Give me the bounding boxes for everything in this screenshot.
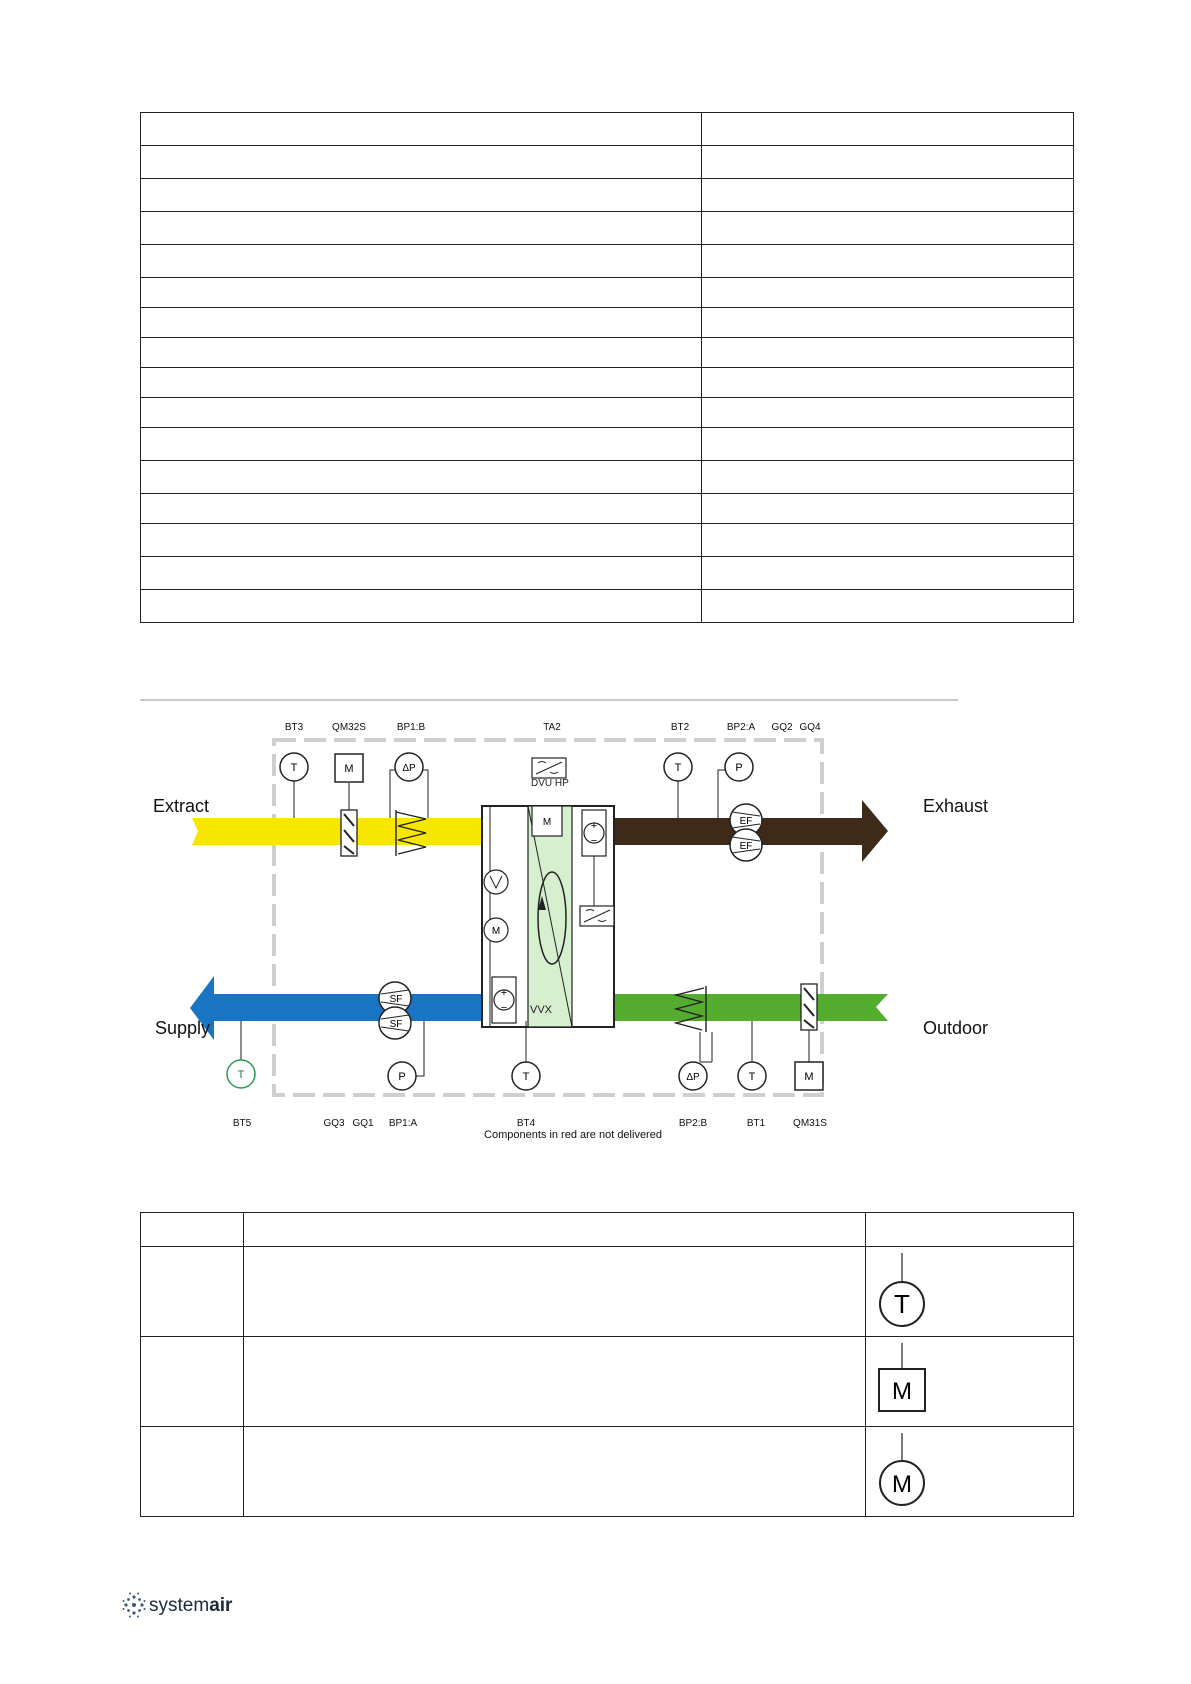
table-cell <box>141 113 702 146</box>
table-row <box>141 461 1074 494</box>
outdoor-label: Outdoor <box>923 1018 989 1038</box>
component-code-bt4: BT4 <box>516 1118 536 1129</box>
rotation-sensor-icon <box>484 870 508 894</box>
table-row <box>141 212 1074 245</box>
table-cell <box>141 338 702 368</box>
drive-motor-label: M <box>491 926 501 937</box>
qm31s-symbol: M <box>804 1071 814 1083</box>
table-cell <box>141 1427 244 1517</box>
component-code-gq4: GQ4 <box>799 722 821 733</box>
table-cell <box>702 338 1074 368</box>
table-cell <box>244 1213 866 1247</box>
ventilation-unit-diagram <box>140 696 989 1148</box>
table-row <box>141 1337 1074 1427</box>
table-cell <box>244 1427 866 1517</box>
bt2-symbol: T <box>674 762 682 774</box>
component-code-bt2: BT2 <box>670 722 690 733</box>
table-cell <box>141 368 702 398</box>
table-cell <box>141 278 702 308</box>
bt4-symbol: T <box>522 1071 530 1083</box>
supply-fan-1-label: SF <box>389 994 403 1005</box>
table-cell <box>702 179 1074 212</box>
svg-text:systemair <box>149 1595 233 1616</box>
bp2a-symbol: P <box>735 762 743 774</box>
bt1-symbol: T <box>748 1071 756 1083</box>
table-row <box>141 428 1074 461</box>
table-cell <box>141 398 702 428</box>
table-cell <box>866 1427 1074 1517</box>
table-cell <box>702 428 1074 461</box>
exhaust-fan-1-label: EF <box>739 816 753 827</box>
table-cell <box>141 461 702 494</box>
table-cell <box>702 524 1074 557</box>
pressure-lead <box>718 770 725 820</box>
specification-table <box>140 112 1074 623</box>
logo-dot-mark-icon <box>123 1593 146 1618</box>
component-code-bp2-b: BP2:B <box>678 1118 708 1129</box>
table-cell <box>141 590 702 623</box>
qm32s-symbol: M <box>344 763 354 775</box>
component-code-bt1: BT1 <box>746 1118 766 1129</box>
component-code-qm32s: QM32S <box>332 722 366 733</box>
exhaust-fan-2-label: EF <box>739 841 753 852</box>
top-component-codes <box>285 722 821 733</box>
table-cell <box>702 308 1074 338</box>
table-cell <box>141 1247 244 1337</box>
table-row <box>141 524 1074 557</box>
pressure-lead <box>416 1021 424 1076</box>
table-cell <box>702 146 1074 179</box>
table-cell <box>244 1247 866 1337</box>
table-cell <box>702 113 1074 146</box>
motor-symbol-icon <box>866 1427 946 1513</box>
table-cell <box>141 524 702 557</box>
coil-minus-glyph: − <box>590 835 598 847</box>
table-cell <box>141 245 702 278</box>
table-row <box>141 590 1074 623</box>
table-cell <box>702 212 1074 245</box>
svg-text:M: M <box>892 1471 912 1498</box>
table-cell <box>141 494 702 524</box>
wheel-motor-label: M <box>542 817 552 828</box>
table-row <box>141 368 1074 398</box>
component-code-qm31s: QM31S <box>793 1118 827 1129</box>
table-row <box>141 1247 1074 1337</box>
component-code-bp1-b: BP1:B <box>396 722 426 733</box>
extract-air-stream <box>192 818 528 845</box>
table-cell <box>866 1337 1074 1427</box>
logo-text-suffix: air <box>209 1595 233 1616</box>
table-row <box>141 245 1074 278</box>
svg-text:T: T <box>894 1289 910 1319</box>
not-delivered-note: Components in red are not delivered <box>484 1129 662 1141</box>
table-cell <box>141 179 702 212</box>
svg-text:M: M <box>892 1378 912 1405</box>
extract-label: Extract <box>153 796 210 816</box>
pressure-leads <box>700 1032 712 1062</box>
table-cell <box>141 557 702 590</box>
symbol-table-header-row <box>141 1213 1074 1247</box>
table-cell <box>702 590 1074 623</box>
table-cell <box>702 461 1074 494</box>
table-cell <box>866 1247 1074 1337</box>
table-cell <box>141 308 702 338</box>
table-cell <box>141 1337 244 1427</box>
table-row <box>141 113 1074 146</box>
table-cell <box>141 146 702 179</box>
component-code-gq2: GQ2 <box>771 722 793 733</box>
table-cell <box>702 278 1074 308</box>
supply-air-stream <box>190 976 510 1040</box>
logo-text-prefix: system <box>149 1595 210 1616</box>
bp1a-symbol: P <box>398 1071 406 1083</box>
table-row <box>141 179 1074 212</box>
temperature-sensor-symbol-icon <box>866 1247 946 1333</box>
component-code-bt5: BT5 <box>232 1118 252 1129</box>
table-cell <box>702 557 1074 590</box>
damper-actuator-symbol-icon <box>866 1337 946 1423</box>
supply-label: Supply <box>155 1018 211 1038</box>
component-code-ta2: TA2 <box>543 722 561 733</box>
table-row <box>141 494 1074 524</box>
component-code-gq3: GQ3 <box>323 1118 345 1129</box>
table-row <box>141 308 1074 338</box>
symbol-table <box>140 1212 1074 1517</box>
table-cell <box>141 428 702 461</box>
coil-plus-glyph: + <box>500 987 508 999</box>
table-cell <box>141 212 702 245</box>
component-code-bt3: BT3 <box>284 722 304 733</box>
table-cell <box>244 1337 866 1427</box>
bottom-component-codes <box>233 1118 827 1129</box>
systemair-logo <box>122 1590 262 1620</box>
table-cell <box>866 1213 1074 1247</box>
table-row <box>141 278 1074 308</box>
component-code-bp1-a: BP1:A <box>388 1118 418 1129</box>
coil-plus-glyph: + <box>590 820 598 832</box>
table-cell <box>702 368 1074 398</box>
specification-table-body <box>141 113 1074 623</box>
table-row <box>141 338 1074 368</box>
exhaust-label: Exhaust <box>923 796 989 816</box>
bt3-symbol: T <box>290 762 298 774</box>
table-cell <box>702 245 1074 278</box>
coil-minus-glyph: − <box>500 1002 508 1014</box>
table-cell <box>702 494 1074 524</box>
dvu-hp-label: DVU HP <box>531 778 569 789</box>
supply-fan-2-label: SF <box>389 1019 403 1030</box>
bt5-symbol: T <box>237 1069 245 1081</box>
bp2b-symbol: ΔP <box>686 1072 700 1083</box>
table-cell <box>141 1213 244 1247</box>
outdoor-air-stream <box>574 994 888 1021</box>
exhaust-air-stream <box>572 800 888 862</box>
table-row <box>141 146 1074 179</box>
table-row <box>141 1427 1074 1517</box>
component-code-bp2-a: BP2:A <box>726 722 756 733</box>
table-row <box>141 398 1074 428</box>
component-code-gq1: GQ1 <box>352 1118 374 1129</box>
vvx-label: VVX <box>530 1004 553 1016</box>
table-row <box>141 557 1074 590</box>
table-cell <box>702 398 1074 428</box>
bp1b-symbol: ΔP <box>402 763 416 774</box>
